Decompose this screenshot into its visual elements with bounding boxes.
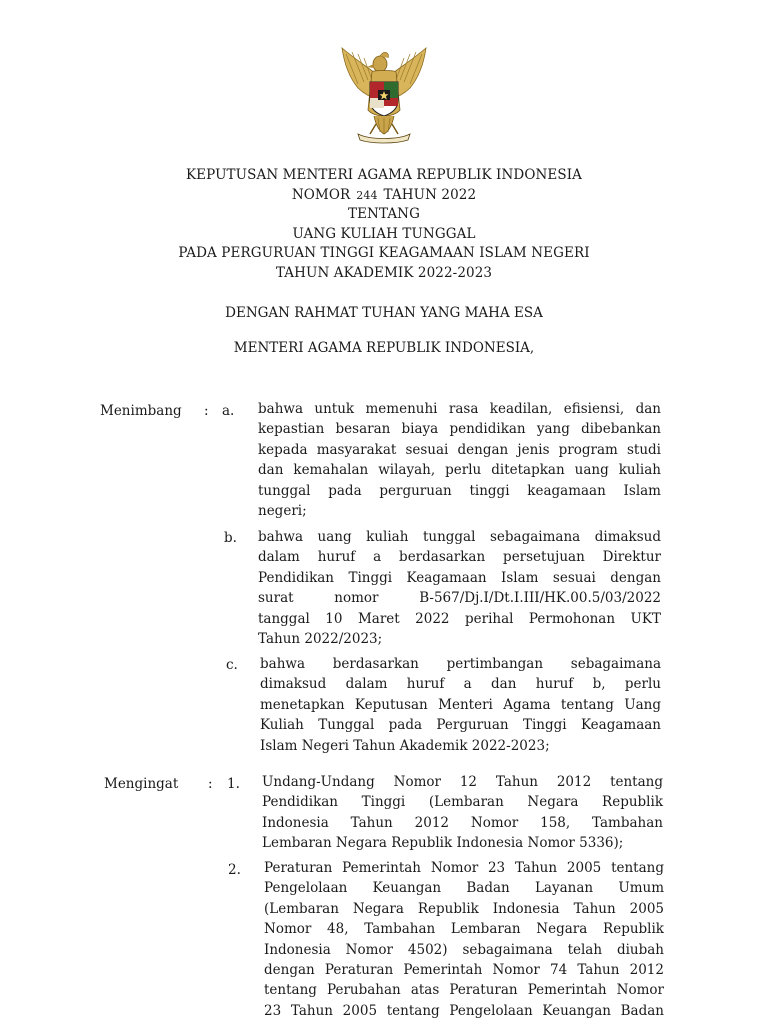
title-line-5: PADA PERGURUAN TINGGI KEAGAMAAN ISLAM NEGERI xyxy=(178,245,590,262)
mengingat-item-1-marker: 1. xyxy=(227,776,240,792)
text-line: 23 Tahun 2005 tentang Pengelolaan Keuangan Badan xyxy=(264,1002,664,1019)
text-line: Pendidikan Tinggi Keagamaan Islam sesuai dengan xyxy=(258,569,661,586)
text-line: dalam huruf a berdasarkan persetujuan Direktur xyxy=(258,549,661,566)
menimbang-item-a-marker: a. xyxy=(222,403,235,419)
text-line: dengan Peraturan Pemerintah Nomor 74 Tahun 2012 xyxy=(264,962,664,979)
text-line: bahwa uang kuliah tunggal sebagaimana dimaksud xyxy=(258,529,661,545)
text-line: dan kemahalan wilayah, perlu ditetapkan uang kuliah xyxy=(258,462,661,479)
title-line-4: UANG KULIAH TUNGGAL xyxy=(292,225,476,242)
text-line: (Lembaran Negara Republik Indonesia Tahun 2005 xyxy=(264,900,664,917)
menteri-line: MENTERI AGAMA REPUBLIK INDONESIA, xyxy=(233,340,535,356)
text-line: Indonesia Nomor 4502) sebagaimana telah diubah xyxy=(264,941,664,958)
text-line: Kuliah Tunggal pada Perguruan Tinggi Keagamaan xyxy=(260,717,661,734)
text-line: surat nomor B-567/Dj.I/Dt.I.III/HK.00.5/03/2022 xyxy=(258,590,661,607)
nomor-suffix: TAHUN 2022 xyxy=(383,186,477,203)
text-line: dimaksud dalam huruf a dan huruf b, perlu xyxy=(260,676,661,693)
text-line: tanggal 10 Maret 2022 perihal Permohonan UKT xyxy=(258,610,661,627)
mengingat-colon: : xyxy=(208,776,213,792)
title-nomor-line xyxy=(0,186,768,206)
nomor-value: 244 xyxy=(356,188,378,202)
text-line: Indonesia Tahun 2012 Nomor 158, Tambahan xyxy=(262,814,663,831)
text-line: kepada masyarakat sesuai dengan jenis program studi xyxy=(258,441,661,458)
text-line: negeri; xyxy=(258,503,307,520)
menimbang-item-b xyxy=(258,527,661,649)
mengingat-label: Mengingat xyxy=(104,776,179,792)
menimbang-item-c-marker: c. xyxy=(226,657,238,673)
menimbang-item-a xyxy=(258,399,661,521)
menimbang-item-b-marker: b. xyxy=(224,530,237,546)
title-line-6: TAHUN AKADEMIK 2022-2023 xyxy=(275,264,493,281)
nomor-prefix: NOMOR xyxy=(291,186,351,203)
text-line: menetapkan Keputusan Menteri Agama tentang Uang xyxy=(260,696,661,713)
text-line: Tahun 2022/2023; xyxy=(258,631,383,648)
text-line: tunggal pada perguruan tinggi keagamaan Islam xyxy=(258,482,661,499)
menimbang-colon: : xyxy=(204,403,209,419)
text-line: Peraturan Pemerintah Nomor 23 Tahun 2005 tentang xyxy=(264,860,664,876)
text-line: Nomor 48, Tambahan Lembaran Negara Republik xyxy=(264,921,664,938)
title-line-3: TENTANG xyxy=(348,206,420,223)
text-line: tentang Perubahan atas Peraturan Pemerintah Nomor xyxy=(264,982,664,999)
mengingat-item-2-marker: 2. xyxy=(228,862,241,878)
text-line: Undang-Undang Nomor 12 Tahun 2012 tentang xyxy=(262,774,663,790)
menimbang-label: Menimbang xyxy=(100,403,182,419)
rahmat-line: DENGAN RAHMAT TUHAN YANG MAHA ESA xyxy=(225,305,543,321)
document-title-block xyxy=(0,166,768,284)
text-line: kepastian besaran biaya pendidikan yang dibebankan xyxy=(258,421,661,438)
text-line: Pengelolaan Keuangan Badan Layanan Umum xyxy=(264,880,664,897)
text-line: bahwa berdasarkan pertimbangan sebagaimana xyxy=(260,656,661,672)
menimbang-item-c xyxy=(260,654,661,756)
text-line: Pendidikan Tinggi (Lembaran Negara Republik xyxy=(262,794,663,811)
text-line: Lembaran Negara Republik Indonesia Nomor 5336); xyxy=(262,835,624,852)
mengingat-item-1 xyxy=(262,772,663,854)
text-line: Islam Negeri Tahun Akademik 2022-2023; xyxy=(260,737,550,754)
title-line-1: KEPUTUSAN MENTERI AGAMA REPUBLIK INDONESIA xyxy=(185,167,582,183)
garuda-emblem-icon xyxy=(334,40,434,144)
text-line: bahwa untuk memenuhi rasa keadilan, efisiensi, dan xyxy=(258,401,661,417)
mengingat-item-2 xyxy=(264,858,664,1021)
